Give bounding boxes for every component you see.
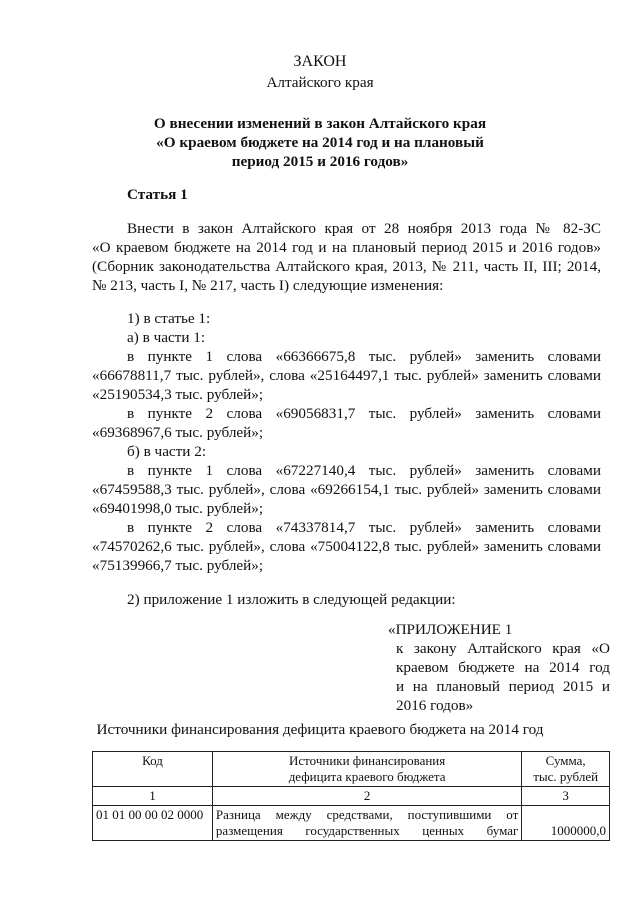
intro-line: «О краевом бюджете на 2014 год и на плановый период 2015 и 2016 годов» xyxy=(92,239,601,256)
row-description-line: Разница между средствами, поступившими от xyxy=(215,807,519,822)
item-1b: б) в части 2: xyxy=(127,443,207,460)
col-number: 1 xyxy=(93,787,213,806)
item-line: «74570262,6 тыс. рублей», слова «75004122,8 тыс. рублей» заменить словами xyxy=(92,538,601,555)
header-source-line: дефицита краевого бюджета xyxy=(288,769,446,784)
header-sum-line: Сумма, xyxy=(545,753,586,768)
appendix-block xyxy=(388,620,610,639)
item-line: «69401998,0 тыс. рублей»; xyxy=(92,500,264,517)
item-line: «69368967,6 тыс. рублей»; xyxy=(92,424,264,441)
col-number: 3 xyxy=(522,787,610,806)
header-sum-line: тыс. рублей xyxy=(533,769,599,784)
header-code: Код xyxy=(93,752,213,787)
heading-line-2: «О краевом бюджете на 2014 год и на плановый xyxy=(156,134,484,151)
appendix-line: и на плановый период 2015 и xyxy=(396,678,610,695)
document-subtitle: Алтайского края xyxy=(266,74,374,91)
item-line: «66678811,7 тыс. рублей», слова «25164497,1 тыс. рублей» заменить словами xyxy=(92,367,601,384)
item-line: в пункте 1 слова «66366675,8 тыс. рублей» заменить словами xyxy=(127,348,601,365)
table-caption: Источники финансирования дефицита краевого бюджета на 2014 год xyxy=(96,721,544,738)
appendix-line: 2016 годов» xyxy=(396,697,474,714)
table-row xyxy=(93,806,610,841)
row-sum: 1000000,0 xyxy=(522,806,610,841)
intro-line: (Сборник законодательства Алтайского края, 2013, № 211, часть II, III; 2014, xyxy=(92,258,601,275)
heading-line-3: период 2015 и 2016 годов» xyxy=(231,153,409,170)
appendix-line: к закону Алтайского края «О xyxy=(396,640,610,657)
header-source-line: Источники финансирования xyxy=(289,753,446,768)
appendix-line: «ПРИЛОЖЕНИЕ 1 xyxy=(388,621,513,638)
financing-table xyxy=(92,751,610,841)
col-number: 2 xyxy=(212,787,521,806)
appendix-line: краевом бюджете на 2014 год xyxy=(396,659,610,676)
item-line: «25190534,3 тыс. рублей»; xyxy=(92,386,264,403)
header-source xyxy=(212,752,521,787)
item-2: 2) приложение 1 изложить в следующей редакции: xyxy=(127,591,456,608)
item-line: в пункте 1 слова «67227140,4 тыс. рублей» заменить словами xyxy=(127,462,601,479)
document-title: ЗАКОН xyxy=(293,53,347,70)
item-1a: а) в части 1: xyxy=(127,329,206,346)
header-sum xyxy=(522,752,610,787)
row-description-line: размещения государственных ценных бумаг xyxy=(215,823,519,838)
table-number-row xyxy=(93,787,610,806)
article-title: Статья 1 xyxy=(127,186,188,203)
item-line: в пункте 2 слова «74337814,7 тыс. рублей» заменить словами xyxy=(127,519,601,536)
row-code: 01 01 00 00 02 0000 xyxy=(93,806,213,841)
item-line: в пункте 2 слова «69056831,7 тыс. рублей» заменить словами xyxy=(127,405,601,422)
item-line: «75139966,7 тыс. рублей»; xyxy=(92,557,264,574)
item-line: «67459588,3 тыс. рублей», слова «69266154,1 тыс. рублей» заменить словами xyxy=(92,481,601,498)
intro-line: № 213, часть I, № 217, часть I) следующие изменения: xyxy=(92,277,444,294)
table-header-row xyxy=(93,752,610,787)
heading-line-1: О внесении изменений в закон Алтайского края xyxy=(153,115,487,132)
intro-line: Внести в закон Алтайского края от 28 ноября 2013 года № 82-ЗС xyxy=(127,220,601,237)
row-description xyxy=(212,806,521,841)
item-1: 1) в статье 1: xyxy=(127,310,211,327)
